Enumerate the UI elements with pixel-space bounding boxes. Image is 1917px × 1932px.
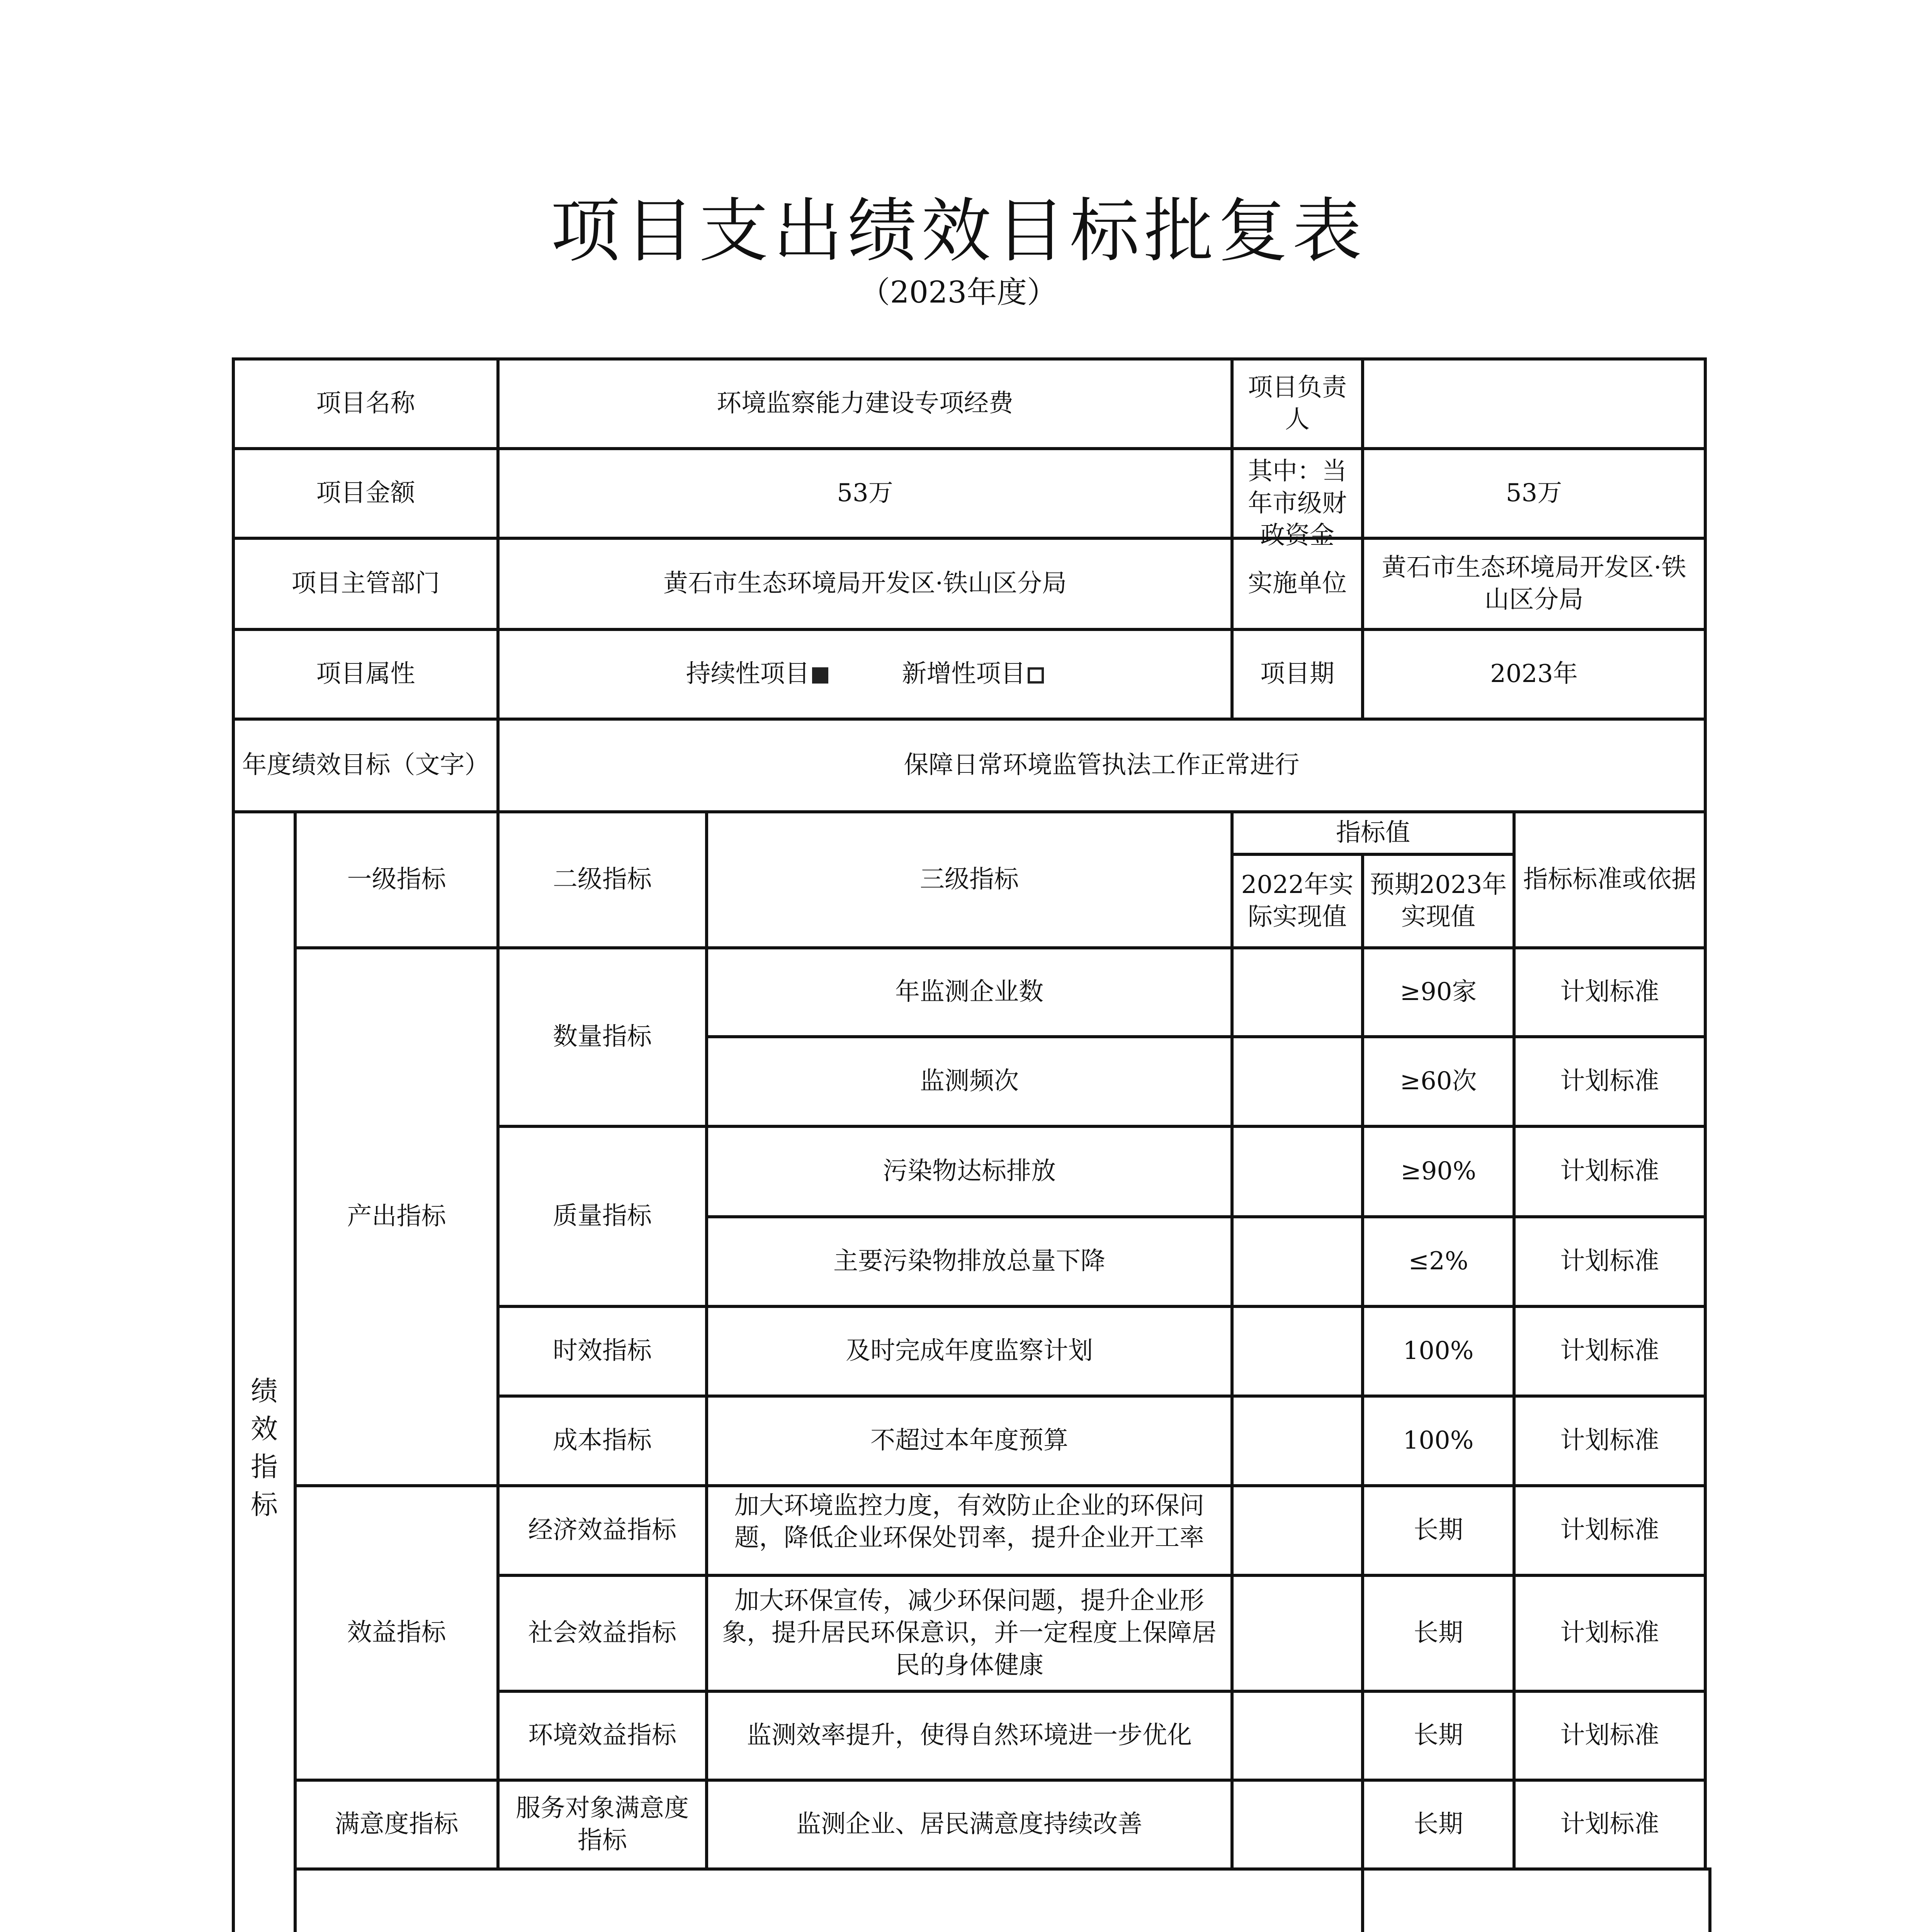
- basis-cell: 计划标准: [1514, 948, 1705, 1037]
- col-level2-header: 二级指标: [498, 812, 707, 948]
- row-annual-goal: [233, 719, 1710, 812]
- project-lead-value: [1363, 359, 1705, 449]
- level3-cell: 污染物达标排放: [707, 1126, 1232, 1217]
- actual-cell: [1232, 1306, 1363, 1396]
- row-attribute: [233, 629, 1710, 719]
- level3-cell: 及时完成年度监察计划: [707, 1306, 1232, 1396]
- level3-cell: 监测频次: [707, 1037, 1232, 1126]
- level3-cell: 监测企业、居民满意度持续改善: [707, 1780, 1232, 1869]
- level3-cell: 年监测企业数: [707, 948, 1232, 1037]
- col-level3-header: 三级指标: [707, 812, 1232, 948]
- level3-cell: 主要污染物排放总量下降: [707, 1217, 1232, 1306]
- signature-row: [233, 1869, 1710, 1932]
- expected-cell: ≥90家: [1363, 948, 1514, 1037]
- document-title: 项目支出绩效目标批复表: [550, 191, 1366, 272]
- actual-cell: [1232, 948, 1363, 1037]
- table-row: [233, 1486, 1710, 1575]
- dept-value: 黄石市生态环境局开发区·铁山区分局: [498, 538, 1232, 629]
- basis-cell: 计划标准: [1514, 1780, 1705, 1869]
- amount-label: 项目金额: [233, 449, 498, 538]
- attr-new-text: 新增性项目: [902, 660, 1026, 689]
- col-level1-header: 一级指标: [295, 812, 498, 948]
- level3-cell: 监测效率提升，使得自然环境进一步优化: [707, 1691, 1232, 1780]
- period-label: 项目期: [1232, 629, 1363, 719]
- dept-label: 项目主管部门: [233, 538, 498, 629]
- city-funds-label-text: 其中：当年市级财政资金: [1248, 457, 1347, 550]
- level3-cell: [707, 1486, 1232, 1575]
- level2-social: 社会效益指标: [498, 1575, 707, 1691]
- expected-cell: 长期: [1363, 1486, 1514, 1575]
- impl-label: 实施单位: [1232, 538, 1363, 629]
- left-signature-cell: [295, 1869, 1363, 1932]
- annual-goal-label: 年度绩效目标（文字）: [233, 719, 498, 812]
- level2-environmental: 环境效益指标: [498, 1691, 707, 1780]
- basis-cell: 计划标准: [1514, 1575, 1705, 1691]
- level1-satisfaction: 满意度指标: [295, 1780, 498, 1869]
- amount-value: 53万: [498, 449, 1232, 538]
- city-funds-value: 53万: [1363, 449, 1705, 538]
- expected-cell: ≥60次: [1363, 1037, 1514, 1126]
- annual-goal-value: 保障日常环境监管执法工作正常进行: [498, 719, 1705, 812]
- attr-value: [498, 629, 1232, 719]
- expected-cell: 100%: [1363, 1306, 1514, 1396]
- checked-box-icon: [812, 667, 828, 684]
- table-row: [233, 1780, 1710, 1869]
- basis-cell: 计划标准: [1514, 1126, 1705, 1217]
- impl-value: 黄石市生态环境局开发区·铁山区分局: [1363, 538, 1705, 629]
- basis-cell: 计划标准: [1514, 1037, 1705, 1126]
- col-actual-2022-header: 2022年实际实现值: [1232, 854, 1363, 948]
- row-project-amount: [233, 449, 1710, 538]
- actual-cell: [1232, 1126, 1363, 1217]
- attr-continuing-text: 持续性项目: [686, 660, 810, 689]
- actual-cell: [1232, 1396, 1363, 1486]
- col-value-group-header: 指标值: [1232, 812, 1514, 854]
- expected-cell: ≥90%: [1363, 1126, 1514, 1217]
- period-value: 2023年: [1363, 629, 1705, 719]
- project-name-label: 项目名称: [233, 359, 498, 449]
- level2-economic: 经济效益指标: [498, 1486, 707, 1575]
- indicator-header-row-1: [233, 812, 1710, 854]
- col-basis-header: 指标标准或依据: [1514, 812, 1705, 948]
- level2-quality: 质量指标: [498, 1126, 707, 1306]
- level1-output: 产出指标: [295, 948, 498, 1486]
- right-signature-cell: [1363, 1869, 1710, 1932]
- basis-cell: 计划标准: [1514, 1396, 1705, 1486]
- section-label: 绩效指标: [251, 1375, 278, 1520]
- basis-cell: 计划标准: [1514, 1217, 1705, 1306]
- basis-cell: 计划标准: [1514, 1691, 1705, 1780]
- level2-cost: 成本指标: [498, 1396, 707, 1486]
- expected-cell: 长期: [1363, 1691, 1514, 1780]
- section-label-cell: [233, 812, 295, 1932]
- document-subtitle: （2023年度）: [860, 275, 1057, 310]
- basis-cell: 计划标准: [1514, 1306, 1705, 1396]
- level2-service-satisfaction: 服务对象满意度指标: [498, 1780, 707, 1869]
- expected-cell: 长期: [1363, 1780, 1514, 1869]
- col-expected-2023-header: 预期2023年实现值: [1363, 854, 1514, 948]
- actual-cell: [1232, 1037, 1363, 1126]
- level3-text: 加大环境监控力度，有效防止企业的环保问题，降低企业环保处罚率，提升企业开工率: [734, 1492, 1204, 1553]
- expected-cell: 100%: [1363, 1396, 1514, 1486]
- actual-cell: [1232, 1217, 1363, 1306]
- attr-label: 项目属性: [233, 629, 498, 719]
- expected-cell: ≤2%: [1363, 1217, 1514, 1306]
- level1-benefit: 效益指标: [295, 1486, 498, 1780]
- approval-form-table: [232, 357, 1711, 1932]
- actual-cell: [1232, 1575, 1363, 1691]
- city-funds-label: [1232, 449, 1363, 550]
- basis-cell: 计划标准: [1514, 1486, 1705, 1575]
- row-project-name: [233, 359, 1710, 449]
- project-lead-label: 项目负责人: [1232, 359, 1363, 449]
- expected-cell: 长期: [1363, 1575, 1514, 1691]
- level2-quantity: 数量指标: [498, 948, 707, 1126]
- table-row: [233, 948, 1710, 1037]
- unchecked-box-icon: [1028, 667, 1044, 684]
- row-department: [233, 538, 1710, 629]
- level2-timeliness: 时效指标: [498, 1306, 707, 1396]
- actual-cell: [1232, 1486, 1363, 1575]
- level3-cell: 加大环保宣传，减少环保问题，提升企业形象，提升居民环保意识，并一定程度上保障居民的身体健康: [707, 1575, 1232, 1691]
- project-name-value: 环境监察能力建设专项经费: [498, 359, 1232, 449]
- actual-cell: [1232, 1780, 1363, 1869]
- level3-cell: 不超过本年度预算: [707, 1396, 1232, 1486]
- actual-cell: [1232, 1691, 1363, 1780]
